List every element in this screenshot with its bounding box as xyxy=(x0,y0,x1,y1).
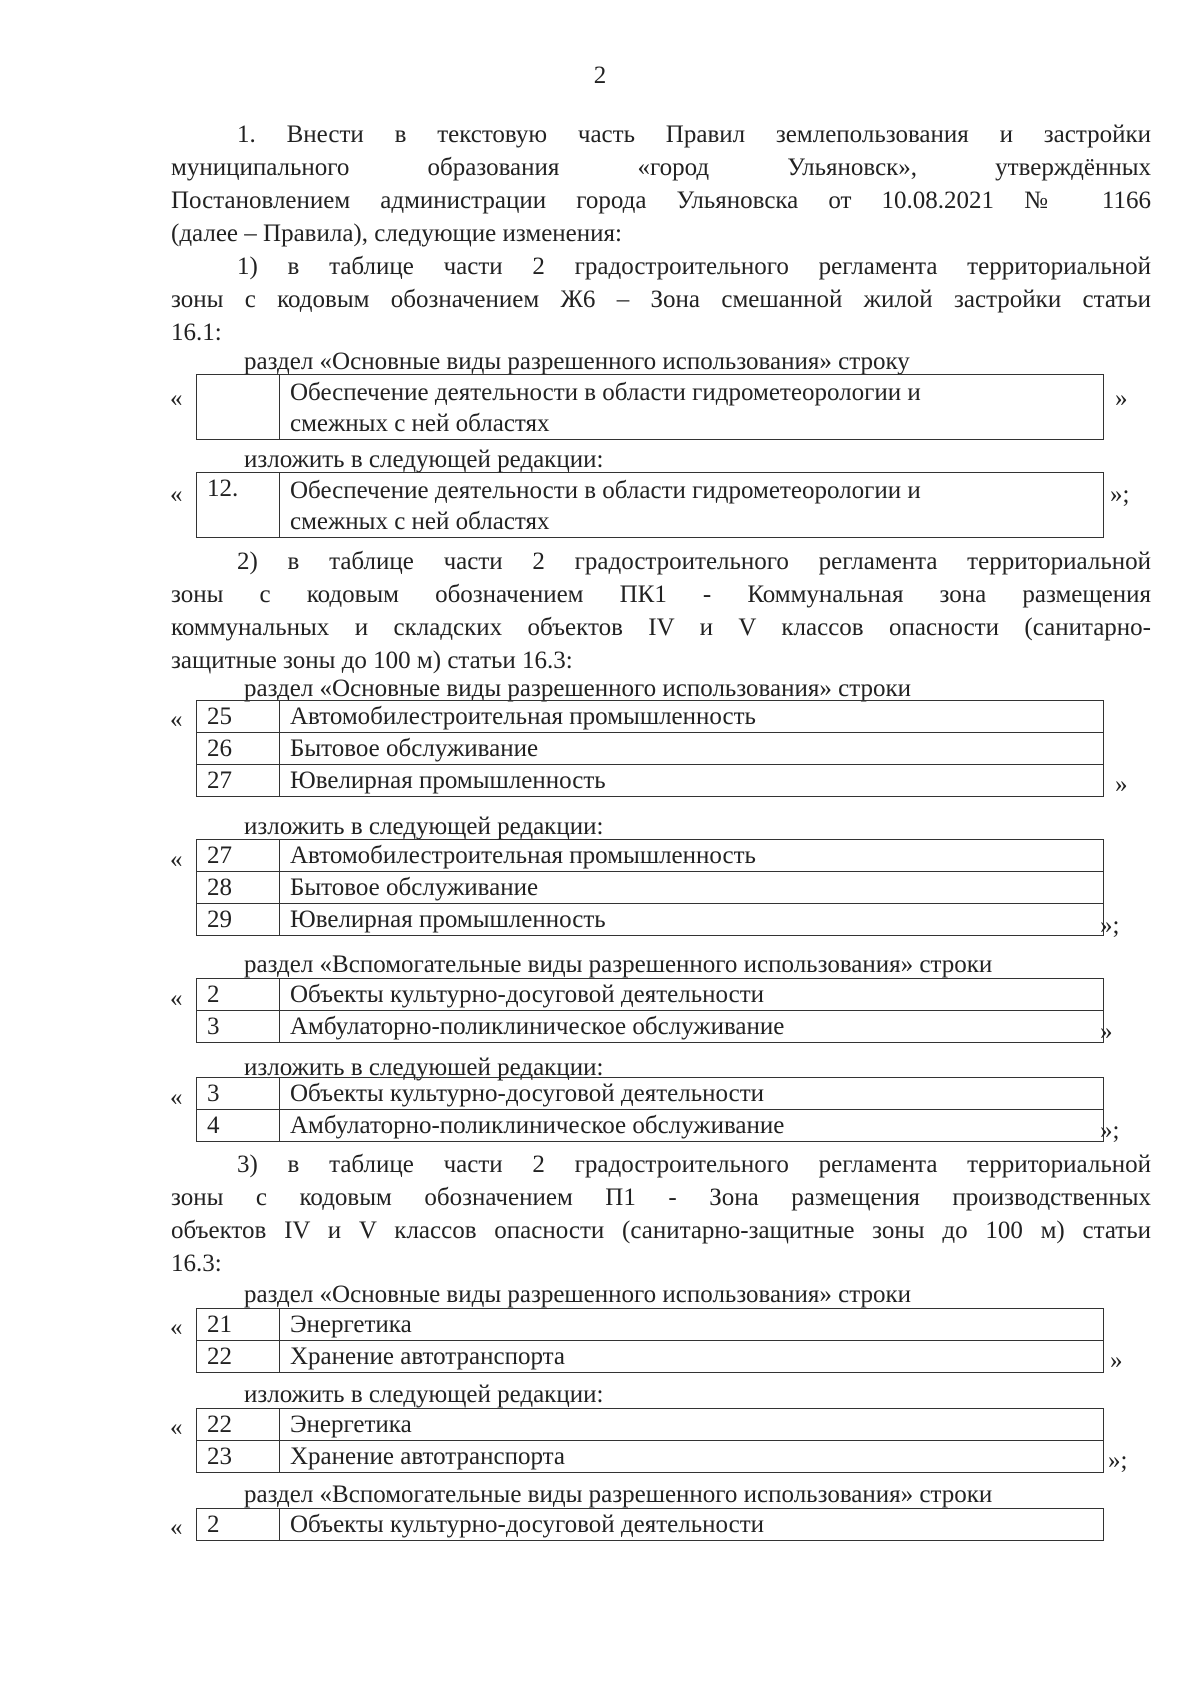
section-intro: раздел «Основные виды разрешенного использования» строку xyxy=(244,348,910,375)
paragraph-line: зоны с кодовым обозначением ПК1 - Коммунальная зона размещения xyxy=(171,581,1151,608)
row-text-line: Обеспечение деятельности в области гидрометеорологии и xyxy=(290,378,921,406)
section-intro: раздел «Вспомогательные виды разрешенного использования» строки xyxy=(244,951,993,978)
paragraph-line: зоны с кодовым обозначением П1 - Зона размещения производственных xyxy=(171,1184,1151,1211)
table-old-row xyxy=(196,374,1104,440)
open-quote: « xyxy=(170,385,183,412)
table-old-rows xyxy=(196,1508,1104,1541)
table-row xyxy=(197,765,1104,797)
table-row xyxy=(197,979,1104,1011)
row-number: 21 xyxy=(197,1309,280,1341)
row-number: 2 xyxy=(197,1509,280,1541)
row-text: Ювелирная промышленность xyxy=(280,765,1104,797)
row-number: 25 xyxy=(197,701,280,733)
paragraph-line: зоны с кодовым обозначением Ж6 – Зона смешанной жилой застройки статьи xyxy=(171,286,1151,313)
row-text: Бытовое обслуживание xyxy=(280,733,1104,765)
table-old-rows xyxy=(196,978,1104,1043)
item-1-text xyxy=(171,250,1151,349)
item-2-text xyxy=(171,545,1151,677)
row-number: 27 xyxy=(197,840,280,872)
close-quote: » xyxy=(1115,385,1128,412)
table-row xyxy=(197,872,1104,904)
row-number: 3 xyxy=(197,1078,280,1110)
table-row xyxy=(197,473,1104,538)
open-quote: « xyxy=(170,481,183,508)
row-text-line: Обеспечение деятельности в области гидрометеорологии и xyxy=(290,476,921,504)
table-row xyxy=(197,733,1104,765)
paragraph-line: 1) в таблице части 2 градостроительного регламента территориальной xyxy=(237,253,1151,280)
paragraph-1 xyxy=(171,118,1151,250)
table-new-rows xyxy=(196,1408,1104,1473)
row-number: 4 xyxy=(197,1110,280,1142)
edit-instruction: изложить в следующей редакции: xyxy=(244,446,604,473)
open-quote: « xyxy=(170,706,183,733)
close-quote-semicolon: »; xyxy=(1100,912,1120,939)
paragraph-line: Постановлением администрации города Ульяновска от 10.08.2021 № 1166 xyxy=(171,187,1151,214)
row-number: 27 xyxy=(197,765,280,797)
section-intro: раздел «Основные виды разрешенного использования» строки xyxy=(244,675,911,702)
row-number: 2 xyxy=(197,979,280,1011)
row-number: 22 xyxy=(197,1409,280,1441)
table-row xyxy=(197,1409,1104,1441)
page-number: 2 xyxy=(593,62,607,89)
close-quote-semicolon: »; xyxy=(1108,1447,1128,1474)
open-quote: « xyxy=(170,1314,183,1341)
table-old-rows xyxy=(196,1308,1104,1373)
row-text: Автомобилестроительная промышленность xyxy=(280,840,1104,872)
row-text: Автомобилестроительная промышленность xyxy=(280,701,1104,733)
table-row xyxy=(197,840,1104,872)
row-text xyxy=(280,473,1104,538)
paragraph-line: коммунальных и складских объектов IV и V классов опасности (санитарно- xyxy=(171,614,1151,641)
open-quote: « xyxy=(170,846,183,873)
table-row xyxy=(197,375,1104,440)
row-number: 22 xyxy=(197,1341,280,1373)
table-row xyxy=(197,1110,1104,1142)
table-old-rows xyxy=(196,700,1104,797)
section-intro: раздел «Основные виды разрешенного использования» строки xyxy=(244,1281,911,1308)
row-text: Объекты культурно-досуговой деятельности xyxy=(280,1509,1104,1541)
open-quote: « xyxy=(170,1084,183,1111)
row-number: 29 xyxy=(197,904,280,936)
paragraph-line: 1. Внести в текстовую часть Правил землепользования и застройки xyxy=(237,121,1151,148)
row-text: Амбулаторно-поликлиническое обслуживание xyxy=(280,1110,1104,1142)
table-row xyxy=(197,701,1104,733)
row-text-line: смежных с ней областях xyxy=(290,507,550,535)
paragraph-line: 16.1: xyxy=(171,319,222,346)
row-text: Объекты культурно-досуговой деятельности xyxy=(280,1078,1104,1110)
row-text: Хранение автотранспорта xyxy=(280,1341,1104,1373)
close-quote: » xyxy=(1115,771,1128,798)
close-quote-semicolon: »; xyxy=(1110,481,1130,508)
row-number: 26 xyxy=(197,733,280,765)
row-text: Объекты культурно-досуговой деятельности xyxy=(280,979,1104,1011)
edit-instruction: изложить в следуюшей редакции: xyxy=(244,1054,604,1081)
table-row xyxy=(197,1341,1104,1373)
item-3-text xyxy=(171,1148,1151,1280)
row-text: Энергетика xyxy=(280,1309,1104,1341)
row-text xyxy=(280,375,1104,440)
table-new-rows xyxy=(196,839,1104,936)
open-quote: « xyxy=(170,1414,183,1441)
table-row xyxy=(197,1309,1104,1341)
table-row xyxy=(197,1078,1104,1110)
paragraph-line: защитные зоны до 100 м) статьи 16.3: xyxy=(171,647,573,674)
row-text: Амбулаторно-поликлиническое обслуживание xyxy=(280,1011,1104,1043)
table-new-rows xyxy=(196,1077,1104,1142)
open-quote: « xyxy=(170,1514,183,1541)
row-number: 28 xyxy=(197,872,280,904)
paragraph-line: 3) в таблице части 2 градостроительного регламента территориальной xyxy=(237,1151,1151,1178)
paragraph-line: объектов IV и V классов опасности (санитарно-защитные зоны до 100 м) статьи xyxy=(171,1217,1151,1244)
row-text: Бытовое обслуживание xyxy=(280,872,1104,904)
row-text: Энергетика xyxy=(280,1409,1104,1441)
paragraph-line: муниципального образования «город Ульяновск», утверждённых xyxy=(171,154,1151,181)
edit-instruction: изложить в следующей редакции: xyxy=(244,813,604,840)
row-text: Хранение автотранспорта xyxy=(280,1441,1104,1473)
section-intro: раздел «Вспомогательные виды разрешенного использования» строки xyxy=(244,1481,993,1508)
row-number: 12. xyxy=(197,473,280,538)
table-row xyxy=(197,1509,1104,1541)
edit-instruction: изложить в следующей редакции: xyxy=(244,1381,604,1408)
close-quote: » xyxy=(1100,1018,1113,1045)
close-quote-semicolon: »; xyxy=(1100,1117,1120,1144)
paragraph-line: (далее – Правила), следующие изменения: xyxy=(171,220,622,247)
row-number: 23 xyxy=(197,1441,280,1473)
row-text-line: смежных с ней областях xyxy=(290,409,550,437)
row-text: Ювелирная промышленность xyxy=(280,904,1104,936)
row-number xyxy=(197,375,280,440)
paragraph-line: 16.3: xyxy=(171,1250,222,1277)
row-number: 3 xyxy=(197,1011,280,1043)
open-quote: « xyxy=(170,985,183,1012)
table-row xyxy=(197,1011,1104,1043)
table-row xyxy=(197,1441,1104,1473)
close-quote: » xyxy=(1110,1347,1123,1374)
paragraph-line: 2) в таблице части 2 градостроительного регламента территориальной xyxy=(237,548,1151,575)
table-new-row xyxy=(196,472,1104,538)
table-row xyxy=(197,904,1104,936)
